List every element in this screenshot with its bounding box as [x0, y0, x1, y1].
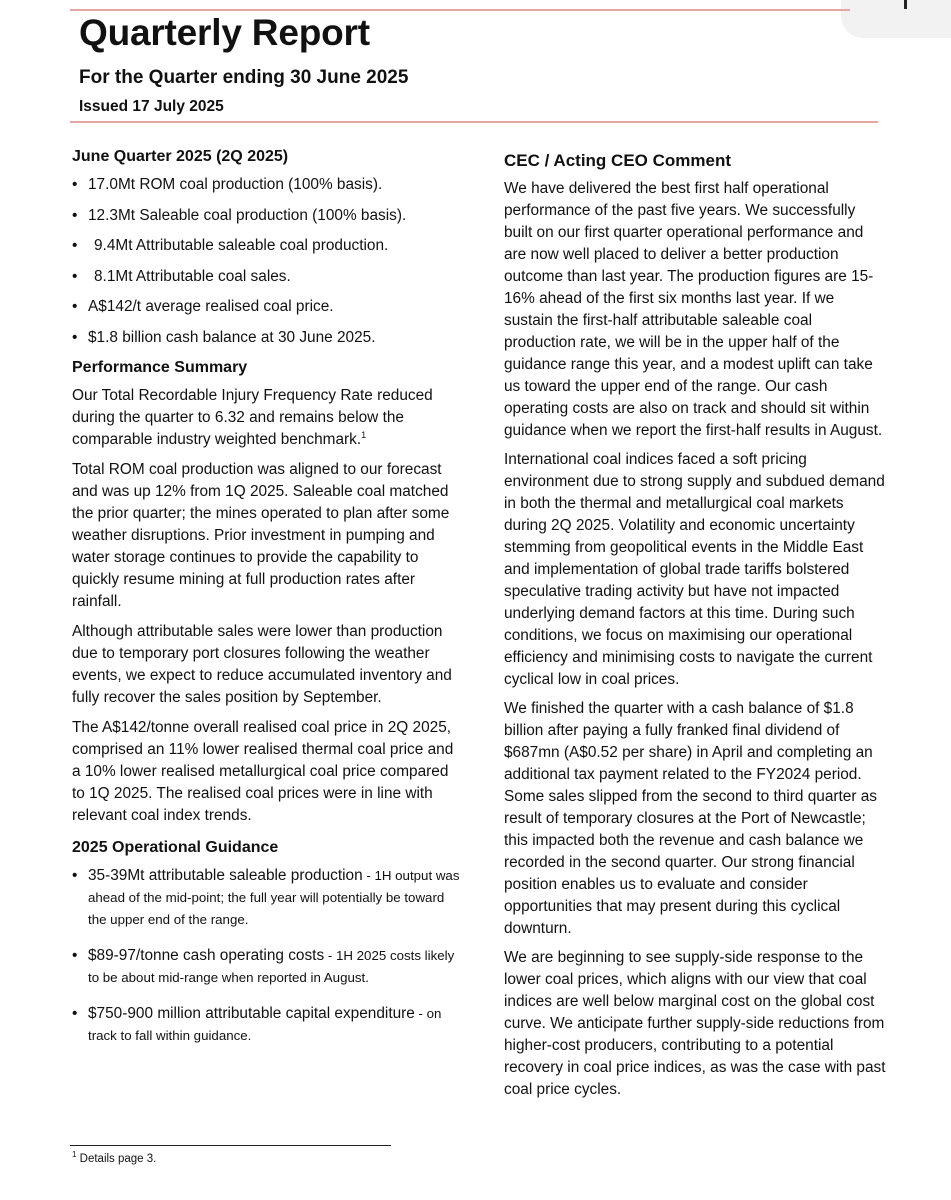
guidance-item [72, 865, 462, 931]
highlight-item: • $1.8 billion cash balance at 30 June 2025. [72, 327, 462, 349]
guidance-item [72, 945, 462, 989]
guidance-item-main: 35-39Mt attributable saleable production [88, 867, 363, 884]
footnote-divider [70, 1145, 391, 1146]
performance-paragraph [72, 385, 462, 451]
report-subtitle: For the Quarter ending 30 June 2025 [79, 67, 409, 88]
highlight-item: • 17.0Mt ROM coal production (100% basis). [72, 174, 462, 196]
quarter-highlights-list [72, 174, 462, 349]
ceo-comment-paragraph: We have delivered the best first half operational performance of the past five years. We successfully built on our first quarter operational performance and are now well placed to deliver a better production outcome than last year. The production figures are 15-16% ahead of the first six months last year. If we sustain the first-half attributable saleable coal production rate, we will be in the upper half of the guidance range this year, and a modest uplift can take us toward the upper end of the range. Our cash operating costs are also on track and should sit within guidance when we report the first-half results in August. [504, 180, 883, 439]
ceo-comment-paragraph: We finished the quarter with a cash balance of $1.8 billion after paying a fully franked final dividend of $687mn (A$0.52 per share) in April and completing an additional tax payment related to the FY2024 period. Some sales slipped from the second to third quarter as result of temporary closures at the Port of Newcastle; this impacted both the revenue and cash balance we recorded in the second quarter. Our strong financial position enables us to evaluate and consider opportunities that may present during this cyclical downturn. [504, 700, 877, 937]
header-divider [70, 121, 878, 123]
top-divider [70, 9, 850, 11]
quarter-heading: June Quarter 2025 (2Q 2025) [72, 148, 289, 165]
right-column [504, 146, 886, 1108]
guidance-item [72, 1003, 462, 1047]
highlight-item: • 12.3Mt Saleable coal production (100% basis). [72, 205, 462, 227]
highlight-item: • 8.1Mt Attributable coal sales. [72, 266, 462, 288]
issue-date: Issued 17 July 2025 [79, 98, 224, 115]
guidance-item-main: $750-900 million attributable capital expenditure [88, 1005, 415, 1022]
performance-paragraph-text: Our Total Recordable Injury Frequency Rate reduced during the quarter to 6.32 and remains below the comparable industry weighted benchmark. [72, 387, 433, 448]
guidance-list [72, 865, 462, 1047]
guidance-item-detail: - on track to fall within guidance. [88, 1006, 442, 1043]
guidance-item-detail: - 1H 2025 costs likely to be about mid-range when reported in August. [88, 948, 455, 985]
ceo-comment-paragraph: International coal indices faced a soft pricing environment due to strong supply and subdued demand in both the thermal and metallurgical coal markets during 2Q 2025. Volatility and economic uncertainty stemming from geopolitical events in the Middle East and implementation of global trade tariffs bolstered speculative trading activity but have not impacted underlying demand factors at this time. During such conditions, we focus on maximising our operational efficiency and minimising costs to navigate the current cyclical low in coal prices. [504, 451, 885, 688]
footnote-text: Details page 3. [76, 1153, 157, 1165]
guidance-heading: 2025 Operational Guidance [72, 839, 279, 856]
page-edge-mark [904, 0, 907, 9]
ceo-comment-paragraph: We are beginning to see supply-side response to the lower coal prices, which aligns with our view that coal indices are well below marginal cost on the global cost curve. We anticipate further supply-side reductions from higher-cost producers, contributing to a potential recovery in coal price indices, as was the case with past coal price cycles. [504, 949, 886, 1098]
highlight-item: • A$142/t average realised coal price. [72, 296, 462, 318]
page-corner-tab [841, 0, 951, 38]
ceo-comment-heading: CEC / Acting CEO Comment [504, 151, 731, 170]
performance-heading: Performance Summary [72, 359, 248, 376]
guidance-item-detail: - 1H output was ahead of the mid-point; the full year will potentially be toward the upper end of the range. [88, 868, 460, 927]
report-title: Quarterly Report [79, 12, 370, 53]
performance-paragraph: Total ROM coal production was aligned to our forecast and was up 12% from 1Q 2025. Saleable coal matched the prior quarter; the mines operated to plan after some weather disruptions. Prior investment in pumping and water storage continues to provide the capability to quickly resume mining at full production rates after rainfall. [72, 461, 450, 610]
left-column [72, 146, 462, 1061]
footnote-number: 1 [72, 1150, 77, 1160]
guidance-item-main: $89-97/tonne cash operating costs [88, 947, 325, 964]
performance-paragraph: Although attributable sales were lower than production due to temporary port closures following the weather events, we expect to reduce accumulated inventory and fully recover the sales position by September. [72, 623, 452, 706]
highlight-item: • 9.4Mt Attributable saleable coal production. [72, 235, 462, 257]
footnote-ref[interactable]: 1 [361, 429, 367, 440]
performance-paragraph: The A$142/tonne overall realised coal price in 2Q 2025, comprised an 11% lower realised thermal coal price and a 10% lower realised metallurgical coal price compared to 1Q 2025. The realised coal prices were in line with relevant coal index trends. [72, 719, 454, 824]
footnote [72, 1150, 157, 1165]
